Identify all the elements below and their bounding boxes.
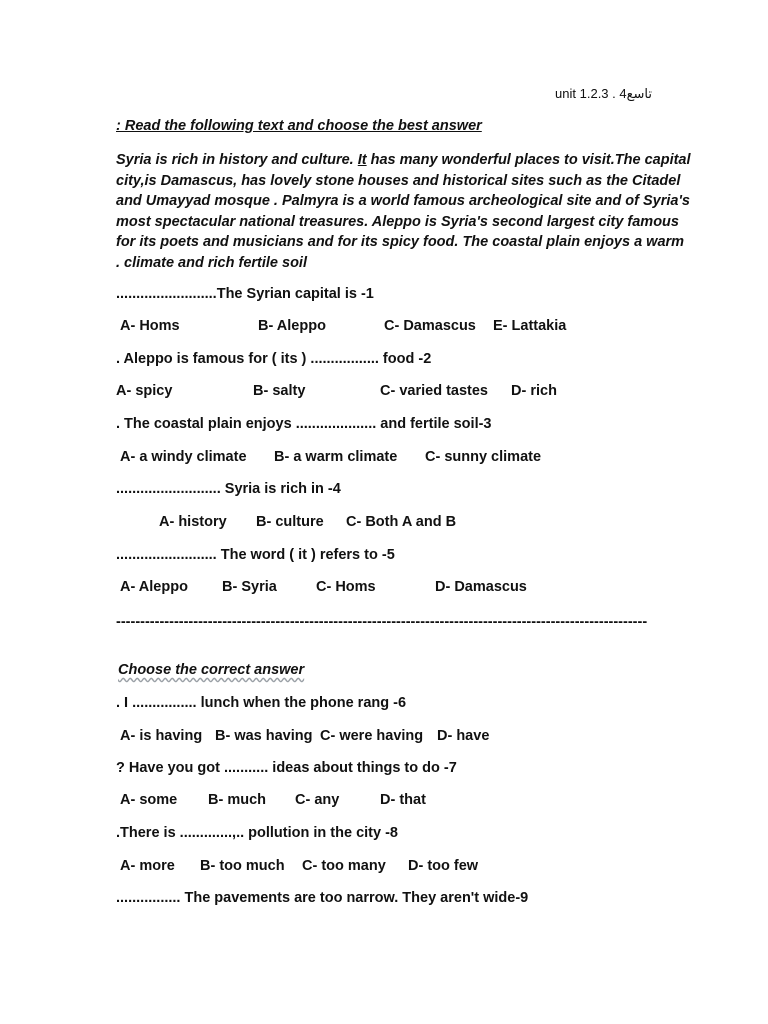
q1-option-e: E- Lattakia [493, 318, 567, 334]
q4-option-c: C- Both A and B [346, 514, 457, 530]
q7-option-b: B- much [208, 792, 266, 808]
q8-option-b: B- too much [200, 858, 285, 874]
question-3: . The coastal plain enjoys .................... and fertile soil-3 [116, 416, 492, 432]
q6-option-a: A- is having [120, 728, 203, 744]
q8-option-d: D- too few [408, 858, 479, 874]
q7-option-a: A- some [120, 792, 178, 808]
q5-option-b: B- Syria [222, 579, 277, 595]
reading-passage [116, 150, 691, 274]
question-9: ................ The pavements are too narrow. They aren't wide-9 [116, 890, 529, 906]
q6-option-c: C- were having [320, 728, 424, 744]
q3-option-a: A- a windy climate [120, 449, 247, 465]
q8-option-c: C- too many [302, 858, 386, 874]
question-7: ? Have you got ........... ideas about things to do -7 [116, 760, 457, 776]
q2-option-d: D- rich [511, 383, 557, 399]
underlined-word: It [357, 152, 367, 168]
question-6: . I ................ lunch when the phone rang -6 [116, 695, 407, 711]
q3-option-b: B- a warm climate [274, 449, 398, 465]
unit-label: unit 1.2.3 . 4تاسع [555, 86, 652, 101]
question-1: .........................The Syrian capital is -1 [116, 286, 374, 302]
passage-line: . climate and rich fertile soil [116, 254, 307, 271]
q6-option-b: B- was having [215, 728, 313, 744]
q7-option-d: D- that [380, 792, 426, 808]
q6-option-d: D- have [437, 728, 490, 744]
question-8: .There is .............,.. pollution in the city -8 [116, 825, 398, 841]
passage-line: and Umayyad mosque . Palmyra is a world famous archeological site and of Syria's [116, 193, 690, 210]
question-5: ......................... The word ( it ) refers to -5 [116, 547, 395, 563]
section2-heading: Choose the correct answer [118, 662, 305, 678]
q5-option-d: D- Damascus [435, 579, 527, 595]
q3-option-c: C- sunny climate [425, 449, 542, 465]
passage-line: for its poets and musicians and for its spicy food. The coastal plain enjoys a warm [116, 234, 685, 251]
q8-option-a: A- more [120, 858, 175, 874]
q2-option-b: B- salty [253, 383, 306, 399]
dashed-separator: -------------------------------------------------------------------------------------------------------------- [116, 614, 648, 630]
q4-option-b: B- culture [256, 514, 324, 530]
q2-option-c: C- varied tastes [380, 383, 488, 399]
section1-heading: : Read the following text and choose the best answer [116, 118, 482, 134]
q5-option-c: C- Homs [316, 579, 376, 595]
passage-line: most spectacular national treasures. Aleppo is Syria's second largest city famous [116, 213, 679, 230]
q4-option-a: A- history [159, 514, 227, 530]
q1-option-a: A- Homs [120, 318, 180, 334]
q5-option-a: A- Aleppo [120, 579, 188, 595]
passage-line: Syria is rich in history and culture. It has many wonderful places to visit.The capital [116, 152, 691, 168]
q7-option-c: C- any [295, 792, 340, 808]
question-4: .......................... Syria is rich in -4 [116, 481, 341, 497]
question-2: . Aleppo is famous for ( its ) ................. food -2 [116, 351, 432, 367]
q1-option-b: B- Aleppo [258, 318, 326, 334]
q2-option-a: A- spicy [116, 383, 173, 399]
passage-line: city,is Damascus, has lovely stone houses and historical sites such as the Citadel [116, 172, 681, 189]
q1-option-c: C- Damascus [384, 318, 476, 334]
